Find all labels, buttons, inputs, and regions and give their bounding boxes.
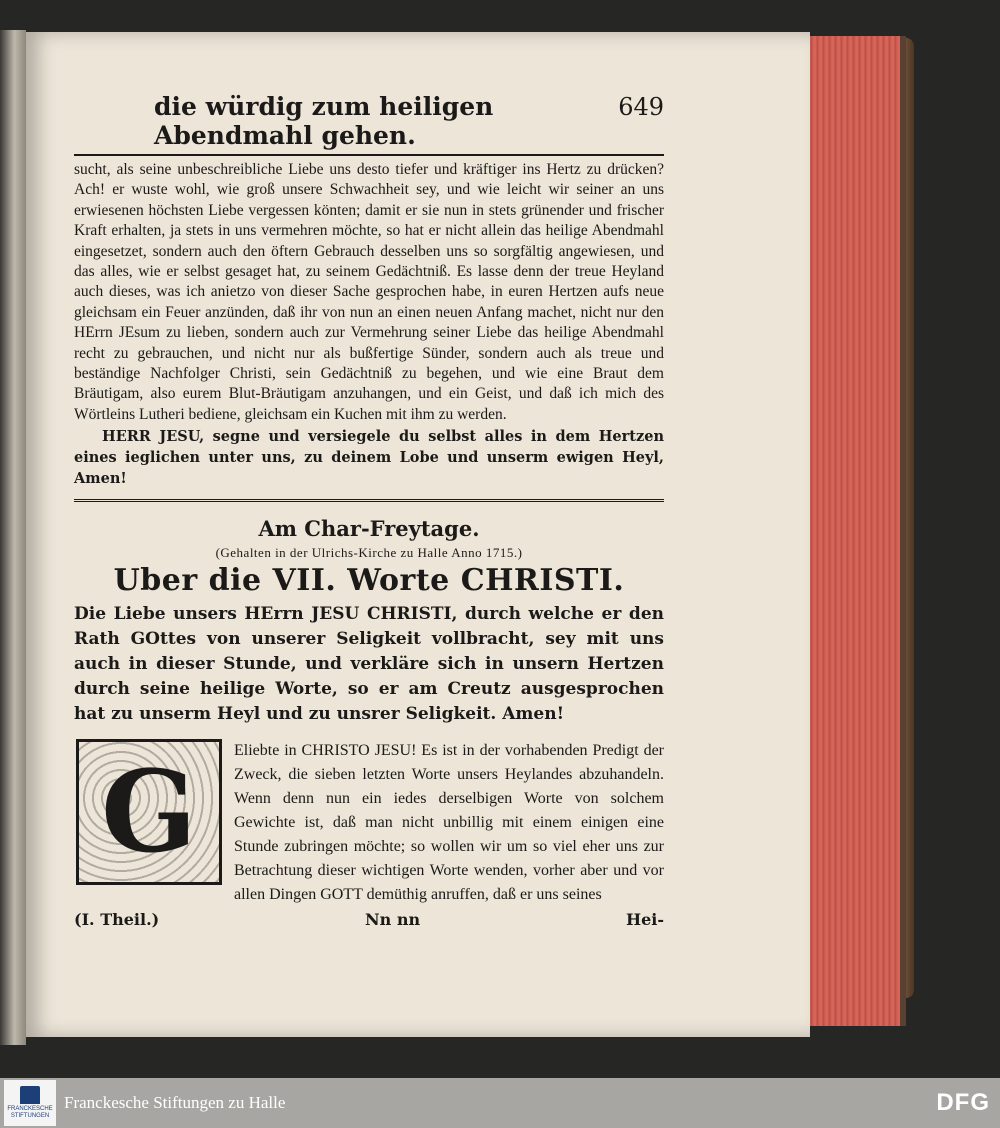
running-head-title: die würdig zum heiligen Abendmahl gehen. [154,92,494,150]
page-content [74,92,664,939]
logo-text: FRANCKESCHE STIFTUNGEN [7,1106,53,1119]
page-footer-line [74,910,664,929]
page-number: 649 [618,93,664,121]
body-text: Eliebte in CHRISTO JESU! Es ist in der vorhabenden Predigt der Zweck, die sieben letzten Worte unsers Heylandes abzuhandeln. Wenn denn nun ein iedes derselbigen Worte von solchem Gewichte ist, daß man nicht unbillig mit einem einigen eine Stunde zubringen möchte; so wollen wir um so viel eher uns zur Betrachtung dieser wichtigen Worte wenden, vorher aber und vor allen Dingen GOTT demüthig anruffen, daß er uns seines [234,742,664,904]
section-divider [74,499,664,502]
sermon-heading: Am Char-Freytage. [258,516,480,542]
signature-mark: Nn nn [365,910,421,929]
closing-prayer: HERR JESU, segne und versiegele du selbst alles in dem Hertzen eines ieglichen unter uns, zu deinem Lobe und unserm ewigen Heyl, Amen! [74,428,664,488]
invocation: Die Liebe unsers HErrn JESU CHRISTI, durch welche er den Rath GOttes von unserer Seligkeit vollbracht, sey mit uns auch in dieser Stunde, und verkläre sich in unsern Hertzen durch seine heilige Worte, so er am Creutz ausgesprochen hat zu unserm Heyl und zu unsrer Seligkeit. Amen! [74,604,664,725]
logo-emblem-icon [20,1086,40,1104]
drop-cap: G [76,739,222,885]
section-mark: (I. Theil.) [74,910,160,929]
provider-name: Franckesche Stiftungen zu Halle [64,1093,286,1112]
sermon-title: Uber die VII. Worte CHRISTI. [113,563,625,599]
viewer-footer [0,1078,1000,1128]
franckesche-logo[interactable] [4,1080,56,1126]
dfg-logo[interactable]: DFG [936,1089,990,1116]
previous-page-edge [0,30,26,1045]
sermon-subheading: (Gehalten in der Ulrichs-Kirche zu Halle Anno 1715.) [215,545,523,561]
running-head [74,92,664,156]
closing-paragraph: sucht, als seine unbeschreibliche Liebe uns desto tiefer und kräftiger ins Hertz zu drücken? Ach! er wuste wohl, wie groß unsere Schwachheit sey, und wie leicht wir seiner an uns erwiesenen höchsten Liebe vergessen könten; damit er sie nun in stets grünender und frischer Kraft erhalten, ja stets in uns vermehren möchte, so hat er nicht allein das heilige Abendmahl eingesetzet, sondern auch den öftern Gebrauch desselben uns so sorgfältig angewiesen, und das alles, wie er selbst gesaget hat, zu seinem Gedächtniß. Es lasse denn der treue Heyland auch dieses, was ich anietzo von dieser Sache gesprochen habe, in euren Hertzen aufs neue gleichsam ein Feuer anzünden, daß ihr von nun an einen neuen Anfang machet, nicht nur den HErrn JEsum zu lieben, sondern auch zur Vermehrung seiner Liebe das heilige Abendmahl recht zu gebrauchen, und nicht nur als bußfertige Sünder, sondern auch als treue und beständige Nachfolger Christi, sein Gedächtniß zu begehen, und wie eine Braut dem Bräutigam, also eurem Blut-Bräutigam anzuhangen, und ein Geist, und daß ich mich des Wörtleins Lutheri bediene, gleichsam ein Kuchen mit ihm zu werden. [74,161,664,423]
catchword: Hei- [625,910,664,929]
red-page-edges [800,36,906,1026]
